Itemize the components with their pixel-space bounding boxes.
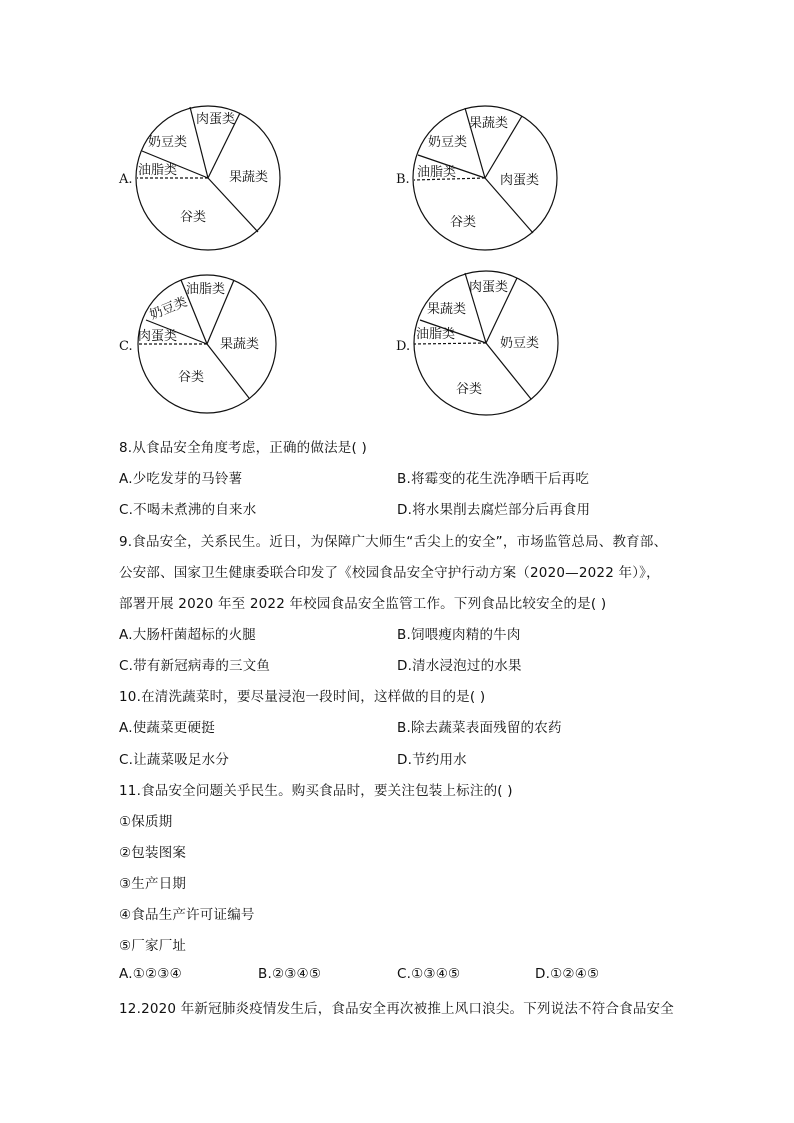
pie-d-divider — [414, 343, 486, 344]
question-9-stem-line-2: 公安部、国家卫生健康委联合印发了《校园食品安全守护行动方案（2020—2022 年）》， — [119, 565, 660, 581]
pie-a-label: 谷类 — [180, 210, 207, 225]
pie-c-label: 奶豆类 — [147, 294, 190, 324]
pie-c-divider — [207, 344, 249, 398]
pie-option-letter: B. — [396, 172, 410, 187]
pie-a-label: 奶豆类 — [148, 135, 188, 150]
pie-d-label: 油脂类 — [416, 327, 456, 342]
question-11-stem: 11.食品安全问题关乎民生。购买食品时，要关注包装上标注的( ) — [119, 783, 513, 799]
pie-charts-svg — [0, 0, 794, 430]
pie-a-label: 油脂类 — [138, 163, 178, 178]
question-8-option-a[interactable]: A.少吃发芽的马铃薯 — [119, 471, 243, 487]
question-8-option-c[interactable]: C.不喝未煮沸的自来水 — [119, 502, 257, 518]
question-10-option-a[interactable]: A.使蔬菜更硬挺 — [119, 720, 215, 736]
question-10-option-d[interactable]: D.节约用水 — [397, 752, 467, 768]
pie-d — [414, 271, 558, 415]
question-8-option-d[interactable]: D.将水果削去腐烂部分后再食用 — [397, 502, 591, 518]
pie-option-letter: A. — [119, 172, 133, 187]
question-9-option-c[interactable]: C.带有新冠病毒的三文鱼 — [119, 658, 271, 674]
question-11-choice-b[interactable]: B.②③④⑤ — [258, 966, 322, 982]
question-11-choice-a[interactable]: A.①②③④ — [119, 966, 182, 982]
pie-c-label: 谷类 — [178, 370, 205, 385]
pie-b-label: 谷类 — [450, 215, 477, 230]
question-9-option-a[interactable]: A.大肠杆菌超标的火腿 — [119, 627, 256, 643]
pie-d-label: 奶豆类 — [500, 336, 540, 351]
question-11-item: ③生产日期 — [119, 876, 187, 892]
question-8-stem: 8.从食品安全角度考虑，正确的做法是( ) — [119, 440, 367, 456]
question-9-stem-line-3: 部署开展 2020 年至 2022 年校园食品安全监管工作。下列食品比较安全的是( ) — [119, 596, 607, 612]
pie-d-label: 果蔬类 — [427, 302, 467, 317]
pie-b-label: 油脂类 — [417, 165, 457, 180]
pie-a-label: 肉蛋类 — [196, 112, 236, 127]
pie-a — [136, 106, 280, 250]
question-11-choice-d[interactable]: D.①②④⑤ — [535, 966, 600, 982]
question-10-option-b[interactable]: B.除去蔬菜表面残留的农药 — [397, 720, 562, 736]
pie-c-label: 油脂类 — [186, 282, 226, 297]
pie-c-label: 肉蛋类 — [138, 329, 178, 344]
question-10-option-c[interactable]: C.让蔬菜吸足水分 — [119, 752, 230, 768]
pie-d-label: 肉蛋类 — [469, 280, 509, 295]
question-11-item: ④食品生产许可证编号 — [119, 907, 255, 923]
pie-b-label: 果蔬类 — [469, 116, 509, 131]
question-11-item: ⑤厂家厂址 — [119, 938, 187, 954]
pie-c-label: 果蔬类 — [220, 337, 260, 352]
question-8-option-b[interactable]: B.将霉变的花生洗净晒干后再吃 — [397, 471, 590, 487]
pie-b-label: 奶豆类 — [428, 135, 468, 150]
pie-d-label: 谷类 — [456, 382, 483, 397]
question-10-stem: 10.在清洗蔬菜时，要尽量浸泡一段时间，这样做的目的是( ) — [119, 689, 486, 705]
question-9-stem-line-1: 9.食品安全，关系民生。近日，为保障广大师生“舌尖上的安全”，市场监管总局、教育部、 — [119, 534, 668, 550]
question-11-item: ①保质期 — [119, 814, 173, 830]
question-11-choice-c[interactable]: C.①③④⑤ — [397, 966, 461, 982]
pie-a-divider — [208, 178, 258, 232]
pie-c — [138, 275, 276, 413]
pie-b-label: 肉蛋类 — [500, 173, 540, 188]
diet-pie-charts-figure — [0, 0, 794, 430]
question-11-item: ②包装图案 — [119, 845, 187, 861]
question-9-option-d[interactable]: D.清水浸泡过的水果 — [397, 658, 522, 674]
question-12-stem: 12.2020 年新冠肺炎疫情发生后，食品安全再次被推上风口浪尖。下列说法不符合食品安全 — [119, 1001, 674, 1017]
pie-b — [413, 106, 557, 250]
pie-option-letter: D. — [396, 339, 411, 354]
pie-d-divider — [486, 343, 531, 399]
pie-a-label: 果蔬类 — [229, 170, 269, 185]
pie-option-letter: C. — [119, 339, 133, 354]
question-9-option-b[interactable]: B.饲喂瘦肉精的牛肉 — [397, 627, 521, 643]
